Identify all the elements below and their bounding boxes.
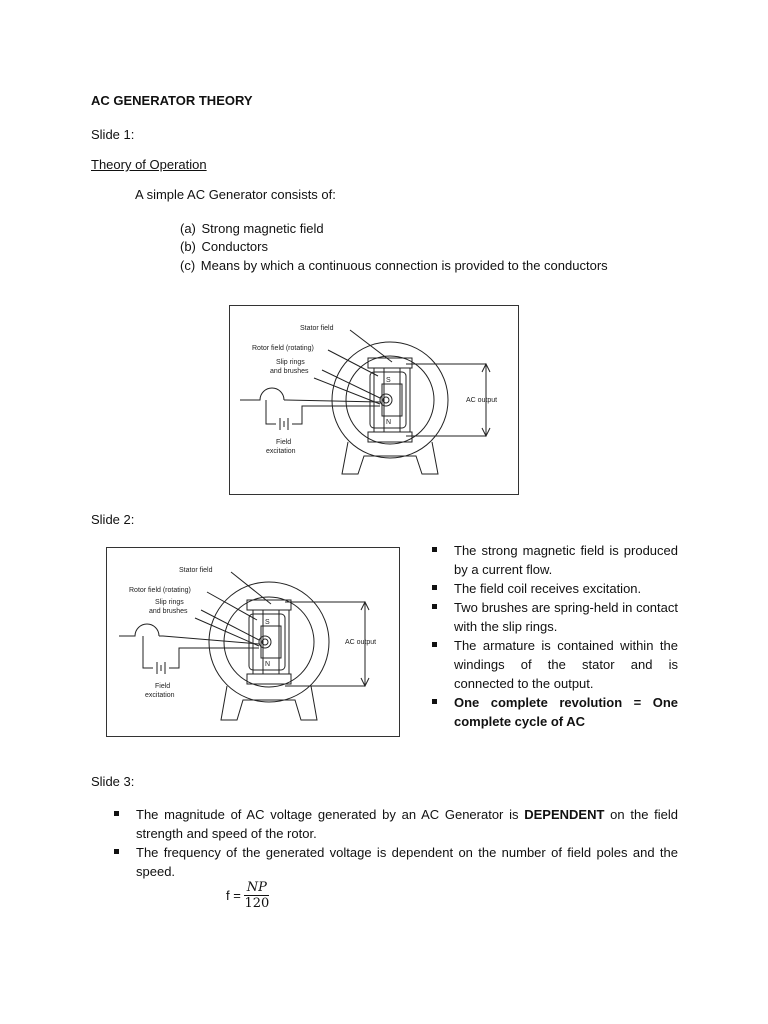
slide-3-label: Slide 3: [91,774,135,789]
formula-denominator: 120 [244,896,270,911]
bullet-text: The strong magnetic field is produced by a current flow. [454,543,678,577]
bullet-text: One complete revolution = One complete cycle of AC [454,695,678,729]
bullet-text: The magnitude of AC voltage generated by an AC Generator is [136,807,525,822]
generator-base [221,686,317,720]
bullet-text: Two brushes are spring-held in contact with the slip rings. [454,600,678,634]
excitation-label: excitation [145,692,175,699]
pole-s-label: S [386,377,391,384]
formula-numerator: NP [244,880,269,896]
list-item [430,693,678,731]
brushes-label: and brushes [270,368,309,375]
list-item [430,598,678,636]
bullet-text: on the field strength and speed of the rotor. [136,807,679,841]
formula-fraction [244,880,269,911]
intro-text: A simple AC Generator consists of: [135,187,336,202]
slide-3-bullets [112,805,678,881]
bullet-text: The armature is contained within the windings of the stator and is connected to the output. [454,638,678,691]
rotor-field-label: Rotor field (rotating) [129,587,191,594]
list-item [430,579,678,598]
list-item [112,843,678,881]
stator-field-label: Stator field [300,325,334,332]
ac-output-label: AC output [345,639,377,646]
list-text: Conductors [201,239,268,254]
pole-s-label: S [265,619,270,626]
bullet-text: The frequency of the generated voltage is dependent on the number of field poles and the speed. [136,845,678,879]
formula-lhs: f = [226,888,245,903]
list-marker: (b) [180,239,196,254]
field-label: Field [155,683,171,690]
stator-inner-ring [346,356,434,444]
list-item [430,541,678,579]
rotor-field-label: Rotor field (rotating) [252,345,314,352]
generator-diagram-1 [229,305,519,495]
ac-output-label: AC output [466,397,498,404]
slip-rings-label: Slip rings [276,359,305,366]
slide-1-label: Slide 1: [91,127,135,142]
pole-n-label: N [265,661,271,668]
frequency-formula [226,880,269,911]
bullet-square-icon [114,849,119,854]
list-text: Strong magnetic field [201,221,324,236]
generator-diagram-svg [230,306,518,494]
bullet-square-icon [432,604,437,609]
slip-rings-label: Slip rings [155,599,184,606]
bullet-square-icon [432,585,437,590]
brushes-label: and brushes [149,608,188,615]
generator-diagram-2 [106,547,400,737]
list-text: Means by which a continuous connection is provided to the conductors [200,258,608,273]
field-label: Field [276,439,292,446]
excitation-label: excitation [266,448,296,455]
document-title: AC GENERATOR THEORY [91,93,253,108]
theory-heading: Theory of Operation [91,157,207,172]
bullet-text: The field coil receives excitation. [454,581,642,596]
stator-field-label: Stator field [179,567,213,574]
bullet-square-icon [432,547,437,552]
generator-diagram-svg [107,548,399,736]
list-item-b [180,238,268,256]
bullet-square-icon [432,642,437,647]
list-item [112,805,678,843]
list-item-a [180,220,324,238]
slide-2-bullets [430,541,678,731]
list-marker: (a) [180,221,196,236]
bullet-bold-text: DEPENDENT [524,807,605,822]
list-item [430,636,678,693]
list-marker: (c) [180,258,196,273]
slide-2-label: Slide 2: [91,512,135,527]
stator-outer-ring [332,342,448,458]
bullet-square-icon [114,811,119,816]
list-item-c [180,257,608,275]
bullet-square-icon [432,699,437,704]
pole-n-label: N [386,419,392,426]
